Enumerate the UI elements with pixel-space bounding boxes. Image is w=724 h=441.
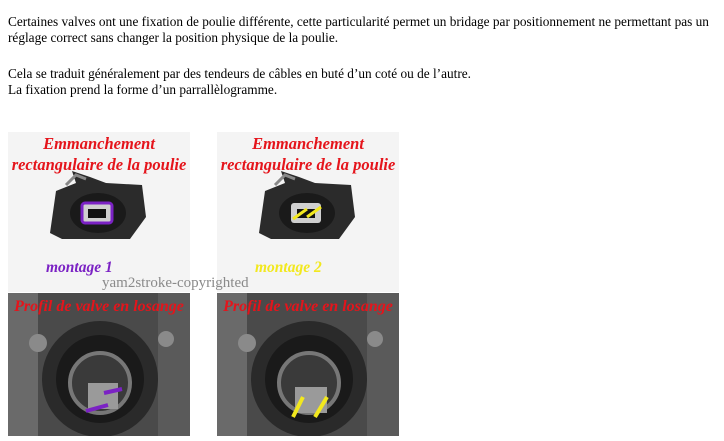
explanation-line-2: La fixation prend la forme d’un parrallèlogramme.: [8, 82, 278, 97]
explanation-line-1: Cela se traduit généralement par des tendeurs de câbles en buté d’un coté ou de l’autre.: [8, 66, 471, 81]
valve-photo-2: [217, 293, 399, 436]
pulley-photo-1: [8, 132, 190, 292]
montage-label-1: montage 1: [46, 259, 113, 276]
pulley-photo-2: [217, 132, 399, 292]
intro-paragraph: Certaines valves ont une fixation de poulie différente, cette particularité permet un bridage par positionnement ne permettant pas un réglage correct sans changer la position physique de la poulie.: [8, 14, 709, 45]
pulley-image-1: [46, 169, 150, 241]
valve-caption-1: Profil de valve en losange: [14, 298, 184, 315]
explanation-paragraph: [8, 66, 713, 98]
valve-photo-1: [8, 293, 190, 436]
watermark-text: yam2stroke-copyrighted: [102, 275, 249, 291]
pulley-caption-2: Emmanchement rectangulaire de la poulie: [220, 134, 396, 174]
valve-caption-2: Profil de valve en losange: [223, 298, 393, 315]
montage-label-2: montage 2: [255, 259, 322, 276]
pulley-caption-1: Emmanchement rectangulaire de la poulie: [11, 134, 187, 174]
pulley-image-2: [255, 169, 359, 241]
